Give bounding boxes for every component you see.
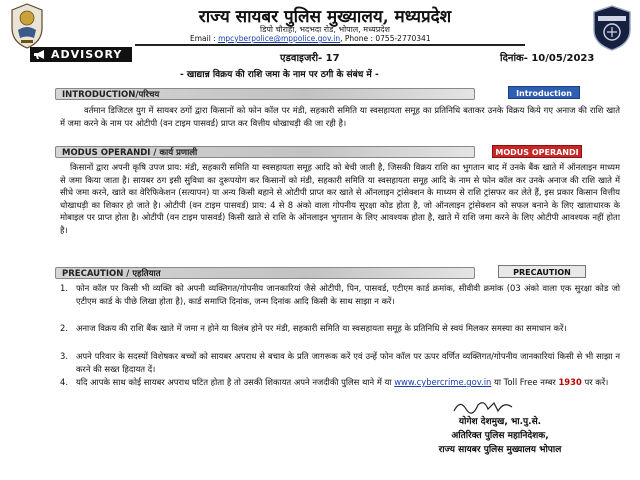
- modus-text: किसानों द्वारा अपनी कृषि उपज प्राय: मंडी, सहकारी समिति या स्वसहायता समूह आदि को बेची जाती है, जिसकी विक्रय राशि का भुगतान बाद में उनके बैंक खाते में ऑनलाइन माध्यम से जमा किया जाता है। सायबर ठग इसी सुविधा का दुरूपयोग कर किसानों को मंडी, सहकारी समिति या स्वसहायता समूह आदि के नाम से फोन कॉल कर उनके अनाज की राशि खाते में सीधे जमा करने, खाते का वेरिफिकेशन (सत्यापन) या अन्य किसी बहाने से ओटीपी प्राप्त कर खाते से ऑनलाइन ट्रांसेक्शन के माध्यम से राशि ट्रांसफर कर लेते हैं, इस प्रकार किसान वित्तीय धोखाधड़ी का शिकार हो जाते है। ओटीपी (वन टाइम पासवर्ड) प्राय: 4 से 8 अंको वाला गोपनीय सुरक्षा कोड होता है, जो ऑनलाइन ट्रांसेक्शन को सफल बनाने के लिए खाताधारक के मोबाइल पर प्राप्त होता है। ओटीपी (वन टाइम पासवर्ड) किसी खाते से राशि के ऑनलाइन भुगतान के लिए आवश्यक होता है, खाते में राशि जमा करने के लिए ओटीपी आवश्यक नहीं होता है।: [60, 162, 620, 235]
- intro-paragraph: [60, 104, 620, 129]
- precaution-text-2: अनाज विक्रय की राशि बैंक खाते में जमा न होने या विलंब होने पर मंडी, सहकारी समिति या स्वसहायता समूह के प्रतिनिधि से स्वयं मिलकर समस्या का समाधान करें।: [76, 323, 567, 333]
- advisory-date: दिनांक- 10/05/2023: [500, 53, 595, 64]
- modus-heading: MODUS OPERANDI / कार्य प्रणाली: [55, 146, 475, 158]
- precaution-text-4-after: पर करें।: [581, 377, 609, 387]
- mp-police-emblem-icon: [8, 2, 46, 50]
- cybercrime-portal-link[interactable]: www.cybercrime.gov.in: [394, 377, 492, 387]
- advisory-subject: - खाद्यान्न विक्रय की राशि जमा के नाम पर ठगी के संबंध में -: [180, 70, 379, 80]
- precaution-num-1: 1.: [60, 283, 68, 293]
- cyber-police-badge-icon: [590, 4, 634, 52]
- email-link[interactable]: mpcyberpolice@mppolice.gov.in: [218, 34, 341, 43]
- advisory-badge-label: ADVISORY: [51, 48, 123, 61]
- precaution-list: [60, 282, 620, 402]
- precaution-heading: PRECAUTION / एहतियात: [55, 267, 475, 279]
- phone-label: , Phone :: [340, 34, 376, 43]
- header-title: राज्य सायबर पुलिस मुख्यालय, मध्यप्रदेश: [198, 7, 452, 27]
- tollfree-number: 1930: [558, 377, 582, 387]
- precaution-text-4-mid: या Toll Free नम्बर: [491, 377, 559, 387]
- intro-text: वर्तमान डिजिटल युग में सायबर ठगों द्वारा किसानों को फोन कॉल पर मंडी, सहकारी समिति या स्वसहायता समूह का प्रतिनिधि बताकर उनके विक्रय किये गए अनाज की राशि खाते में जमा करने के नाम पर ओटीपी (वन टाइम पासवर्ड) प्राप्त कर वित्तीय धोखाधड़ी की जा रही है।: [60, 105, 620, 128]
- header-divider: [135, 44, 525, 46]
- phone-number: 0755-2770341: [375, 34, 431, 43]
- precaution-text-3: अपने परिवार के सदस्यों विशेषकर बच्चों को सायबर अपराध से बचाव के प्रति जागरूक करें एवं उन्हें फोन कॉल पर ऊपर वर्णित व्यक्तिगत/गोपनीय जानकारियां किसी से भी साझा न करने की सख्त हिदायत दें।: [76, 351, 620, 374]
- advisory-number: एडवाइजरी- 17: [280, 53, 340, 64]
- precaution-text-4-before: यदि आपके साथ कोई सायबर अपराध घटित होता है तो उसकी शिकायत अपने नजदीकी पुलिस थाने में या: [76, 377, 395, 387]
- precaution-text-1: फोन कॉल पर किसी भी व्यक्ति को अपनी व्यक्तिगत/गोपनीय जानकारियां जैसे ओटीपी, पिन, पासवर्ड, एटीएम कार्ड क्रमांक, सीवीवी क्रमांक (03 अंको वाला एक सुरक्षा कोड जो एटीएम कार्ड के पीछे लिखा होता है), कार्ड समाप्ति दिनांक, जन्म दिनांक आदि किसी के साथ साझा न करें।: [76, 283, 620, 306]
- intro-tag: Introduction: [508, 86, 580, 99]
- header-contact: [190, 34, 431, 43]
- signatory-office: राज्य सायबर पुलिस मुख्यालय भोपाल: [438, 445, 562, 455]
- precaution-num-2: 2.: [60, 323, 68, 333]
- email-label: Email :: [190, 34, 219, 43]
- modus-tag: MODUS OPERANDI: [492, 145, 582, 158]
- signatory-designation: अतिरिक्त पुलिस महानिदेशक,: [451, 431, 549, 441]
- precaution-num-4: 4.: [60, 377, 68, 387]
- intro-heading: INTRODUCTION/परिचय: [55, 88, 475, 100]
- modus-paragraph: [60, 161, 620, 237]
- signatory-name: योगेश देशमुख, भा.पु.से.: [458, 417, 542, 427]
- precaution-tag: PRECAUTION: [498, 265, 586, 278]
- advisory-badge: [30, 47, 132, 62]
- megaphone-icon: [33, 49, 47, 60]
- precaution-num-3: 3.: [60, 351, 68, 361]
- header-address: डिपो चौराहा, भदभदा रोड, भोपाल, मध्यप्रदेश: [260, 25, 390, 34]
- precaution-text-4: [76, 376, 620, 389]
